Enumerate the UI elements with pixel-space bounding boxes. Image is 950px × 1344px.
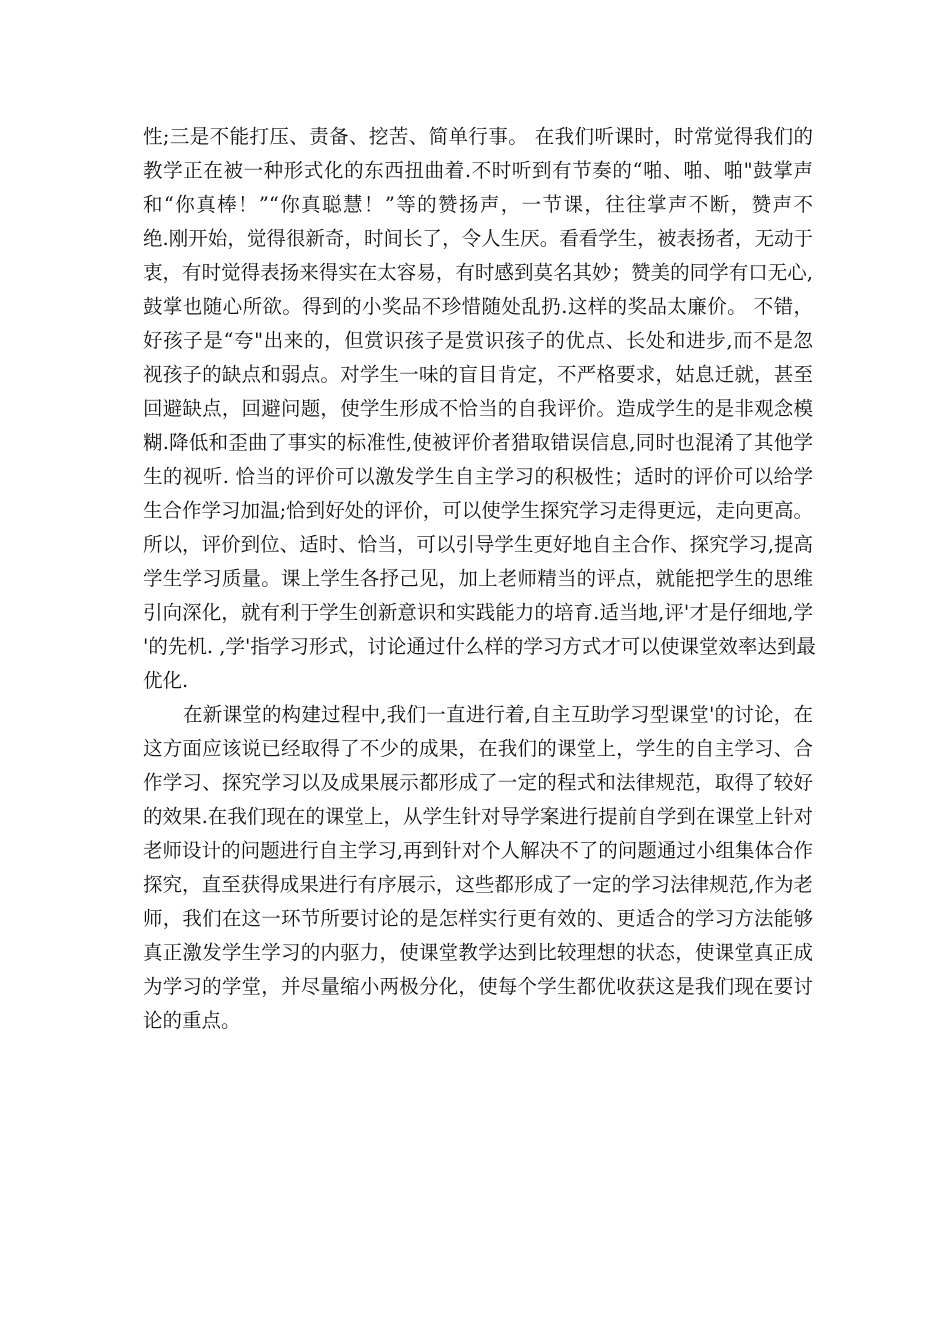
text-line: 学生学习质量。课上学生各抒己见，加上老师精当的评点，就能把学生的思维 [143, 567, 813, 590]
text-line: '的先机. ,学'指学习形式，讨论通过什么样的学习方式才可以使课堂效率达到最 [143, 635, 816, 658]
text-line: 论的重点。 [143, 1009, 241, 1032]
text-line: 老师设计的问题进行自主学习,再到针对个人解决不了的问题通过小组集体合作 [143, 839, 813, 862]
text-line: 优化. [143, 669, 189, 692]
text-line: 和“你真棒！”“你真聪慧！”等的赞扬声，一节课，往往掌声不断，赞声不 [143, 193, 813, 216]
text-line: 好孩子是“夸"出来的，但赏识孩子是赏识孩子的优点、长处和进步,而不是忽 [143, 329, 813, 352]
text-line: 衷，有时觉得表扬来得实在太容易，有时感到莫名其妙；赞美的同学有口无心, [143, 261, 813, 284]
text-line: 视孩子的缺点和弱点。对学生一味的盲目肯定，不严格要求，姑息迁就，甚至 [143, 363, 813, 386]
text-line: 为学习的学堂，并尽量缩小两极分化，使每个学生都优收获这是我们现在要讨 [143, 975, 813, 998]
text-line: 师，我们在这一环节所要讨论的是怎样实行更有效的、更适合的学习方法能够 [143, 907, 813, 930]
text-line: 回避缺点，回避问题，使学生形成不恰当的自我评价。造成学生的是非观念模 [143, 397, 813, 420]
text-line: 生的视听. 恰当的评价可以激发学生自主学习的积极性；适时的评价可以给学 [143, 465, 813, 488]
paragraph-1 [143, 120, 816, 698]
body-text [143, 120, 816, 1038]
text-line: 所以，评价到位、适时、恰当，可以引导学生更好地自主合作、探究学习,提高 [143, 533, 813, 556]
text-line: 教学正在被一种形式化的东西扭曲着.不时听到有节奏的“啪、啪、啪"鼓掌声 [143, 159, 813, 182]
text-line: 真正激发学生学习的内驱力，使课堂教学达到比较理想的状态，使课堂真正成 [143, 941, 813, 964]
text-line: 性;三是不能打压、责备、挖苦、简单行事。 在我们听课时，时常觉得我们的 [143, 125, 813, 148]
text-line: 探究，直至获得成果进行有序展示，这些都形成了一定的学习法律规范,作为老 [143, 873, 813, 896]
text-line: 生合作学习加温;恰到好处的评价，可以使学生探究学习走得更远，走向更高。 [143, 499, 813, 522]
text-line: 作学习、探究学习以及成果展示都形成了一定的程式和法律规范，取得了较好 [143, 771, 813, 794]
text-line: 鼓掌也随心所欲。得到的小奖品不珍惜随处乱扔.这样的奖品太廉价。 不错， [143, 295, 813, 318]
text-line: 在新课堂的构建过程中,我们一直进行着,自主互助学习型课堂'的讨论，在 [183, 703, 813, 726]
text-line: 绝.刚开始，觉得很新奇，时间长了，令人生厌。看看学生，被表扬者，无动于 [143, 227, 813, 250]
paragraph-2 [143, 698, 813, 1038]
text-line: 的效果.在我们现在的课堂上，从学生针对导学案进行提前自学到在课堂上针对 [143, 805, 813, 828]
text-line: 这方面应该说已经取得了不少的成果，在我们的课堂上，学生的自主学习、合 [143, 737, 813, 760]
text-line: 糊.降低和歪曲了事实的标准性,使被评价者猎取错误信息,同时也混淆了其他学 [143, 431, 813, 454]
text-line: 引向深化，就有利于学生创新意识和实践能力的培育.适当地,评'才是仔细地,学 [143, 601, 813, 624]
